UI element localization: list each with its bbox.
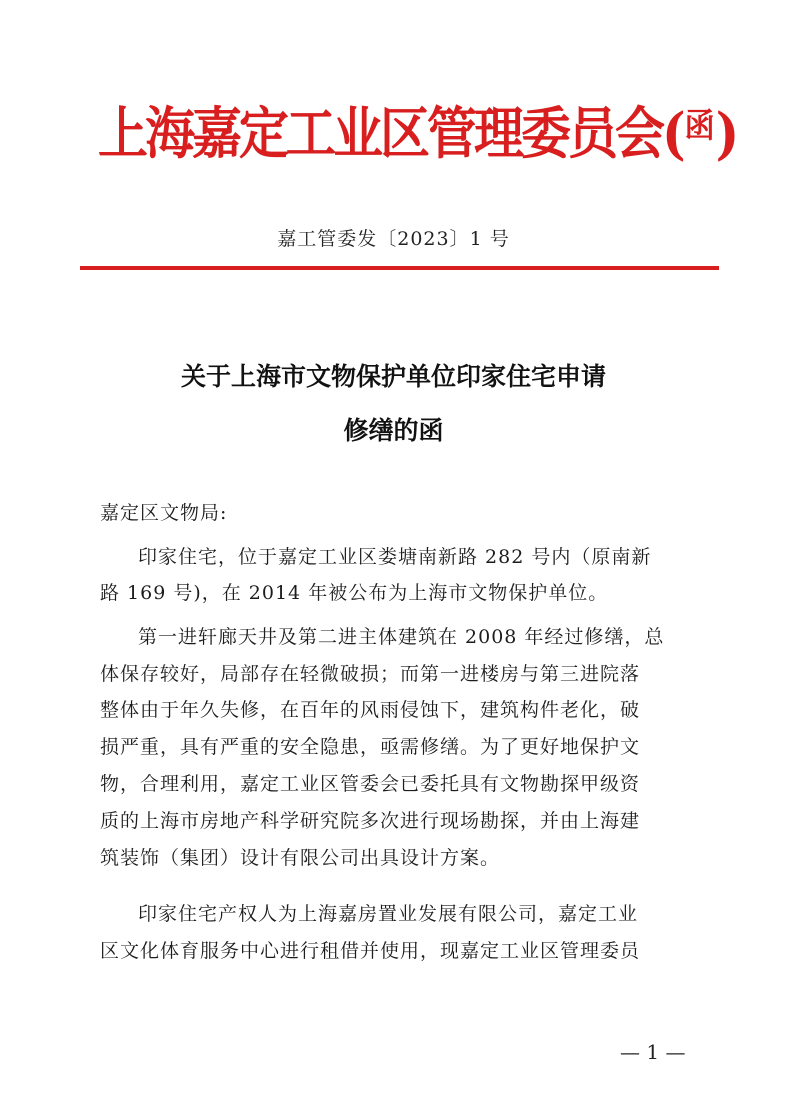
red-divider <box>80 266 719 270</box>
body-line: 印家住宅，位于嘉定工业区娄塘南新路 282 号内（原南新 <box>138 546 652 568</box>
body-line: 印家住宅产权人为上海嘉房置业发展有限公司，嘉定工业 <box>138 903 639 925</box>
document-number: 嘉工管委发〔2023〕1 号 <box>277 228 510 250</box>
salutation: 嘉定区文物局: <box>100 502 228 524</box>
body-line: 路 169 号)，在 2014 年被公布为上海市文物保护单位。 <box>100 582 609 604</box>
page-number: — 1 — <box>620 1040 686 1064</box>
paren-open: ( <box>662 100 683 167</box>
body-line: 整体由于年久失修，在百年的风雨侵蚀下，建筑构件老化，破 <box>100 699 641 721</box>
paren-close: ) <box>715 100 737 167</box>
body-line: 第一进轩廊天井及第二进主体建筑在 2008 年经过修缮，总 <box>138 626 665 648</box>
document-title-line-1: 关于上海市文物保护单位印家住宅申请 <box>180 362 606 391</box>
letterhead-title <box>98 77 737 178</box>
body-line: 物，合理利用，嘉定工业区管委会已委托具有文物勘探甲级资 <box>100 773 641 795</box>
doc-type-label: 函 <box>684 106 712 147</box>
organization-name: 上海嘉定工业区管理委员会 <box>98 100 662 167</box>
body-line: 质的上海市房地产科学研究院多次进行现场勘探，并由上海建 <box>100 810 641 832</box>
body-line: 筑装饰（集团）设计有限公司出具设计方案。 <box>100 847 501 869</box>
body-line: 体保存较好，局部存在轻微破损；而第一进楼房与第三进院落 <box>100 663 641 685</box>
document-title-line-2: 修缮的函 <box>343 416 444 445</box>
body-line: 区文化体育服务中心进行租借并使用，现嘉定工业区管理委员 <box>100 940 641 962</box>
body-line: 损严重，具有严重的安全隐患，亟需修缮。为了更好地保护文 <box>100 736 641 758</box>
